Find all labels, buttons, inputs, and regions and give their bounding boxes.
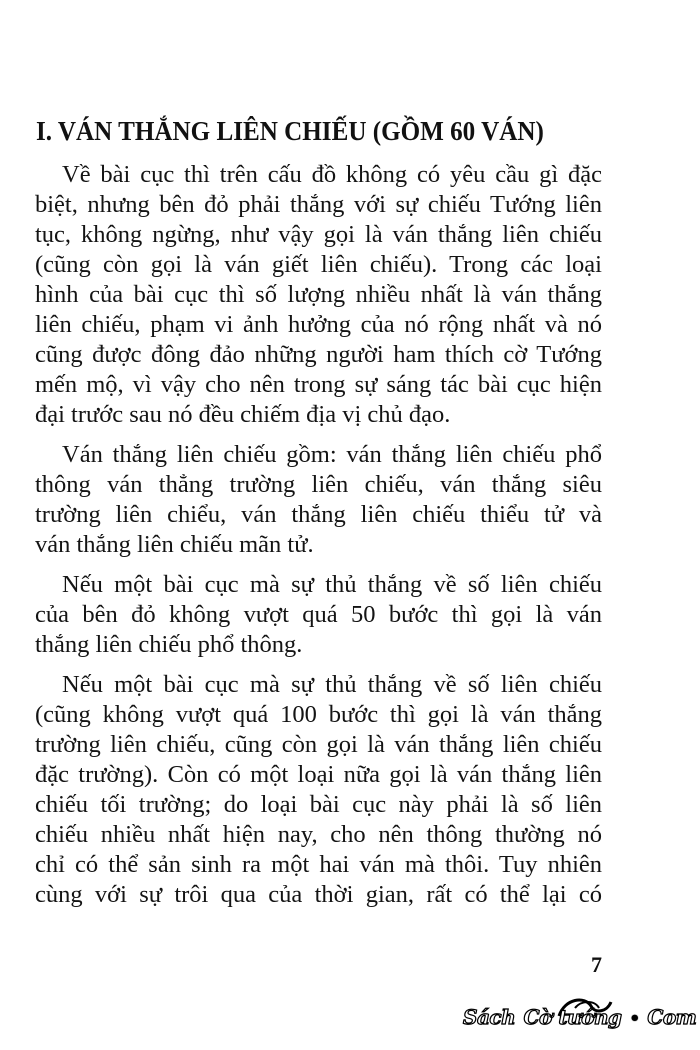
paragraph-1-line-4: (cũng còn gọi là ván giết liên chiếu). Trong các loại <box>35 251 602 278</box>
paragraph-4-line-6: chiếu nhiều nhất hiện nay, cho nên thông thường nó <box>35 821 602 848</box>
watermark-word-sach: Sách <box>463 1005 516 1029</box>
watermark-logo <box>462 1005 697 1029</box>
section-heading: I. VÁN THẮNG LIÊN CHIẾU (GỒM 60 VÁN) <box>36 116 544 146</box>
paragraph-1-line-5: hình của bài cục thì số lượng nhiều nhất là ván thắng <box>35 281 602 308</box>
paragraph-4-line-8: cùng với sự trôi qua của thời gian, rất có thể lại có <box>35 881 602 908</box>
paragraph-1-line-1: Về bài cục thì trên cấu đồ không có yêu cầu gì đặc <box>62 161 602 188</box>
watermark-dot: • <box>628 1008 640 1029</box>
paragraph-1-line-9: đại trước sau nó đều chiếm địa vị chủ đạo. <box>35 401 451 428</box>
paragraph-1-line-8: mến mộ, vì vậy cho nên trong sự sáng tác bài cục hiện <box>35 371 602 398</box>
paragraph-2-line-1: Ván thắng liên chiếu gồm: ván thắng liên chiếu phổ <box>62 441 602 468</box>
paragraph-3-line-1: Nếu một bài cục mà sự thủ thắng về số liên chiếu <box>62 571 602 598</box>
paragraph-2-line-2: thông ván thẳng trường liên chiếu, ván thắng siêu <box>35 471 602 498</box>
paragraph-1-line-2: biệt, nhưng bên đỏ phải thắng với sự chiếu Tướng liên <box>35 191 602 218</box>
page-number: 7 <box>591 952 602 977</box>
paragraph-1-line-3: tục, không ngừng, như vậy gọi là ván thắng liên chiếu <box>35 221 602 248</box>
paragraph-3-line-3: thắng liên chiếu phổ thông. <box>35 631 303 658</box>
watermark-word-co-tuong: Cờ tướng <box>523 1005 622 1029</box>
watermark-word-com: Com <box>647 1005 697 1029</box>
paragraph-4-line-5: chiếu tối trường; do loại bài cục này phải là số liên <box>35 791 602 818</box>
paragraph-4-line-2: (cũng không vượt quá 100 bước thì gọi là ván thắng <box>35 701 602 728</box>
paragraph-4-line-7: chỉ có thể sản sinh ra một hai ván mà thôi. Tuy nhiên <box>35 851 602 878</box>
paragraph-4-line-3: trường liên chiếu, cũng còn gọi là ván thắng liên chiếu <box>35 731 602 758</box>
paragraph-4-line-4: đặc trường). Còn có một loại nữa gọi là ván thắng liên <box>35 761 602 788</box>
paragraph-2-line-3: trường liên chiểu, ván thắng liên chiếu thiểu tử và <box>35 501 602 528</box>
paragraph-4-line-1: Nếu một bài cục mà sự thủ thắng về số liên chiếu <box>62 671 602 698</box>
paragraph-1-line-7: cũng được đông đảo những người ham thích cờ Tướng <box>35 341 602 368</box>
paragraph-3-line-2: của bên đỏ không vượt quá 50 bước thì gọi là ván <box>35 601 602 628</box>
paragraph-2-line-4: ván thắng liên chiếu mãn tử. <box>35 531 314 558</box>
paragraph-1-line-6: liên chiếu, phạm vi ảnh hưởng của nó rộng nhất và nó <box>35 311 602 338</box>
